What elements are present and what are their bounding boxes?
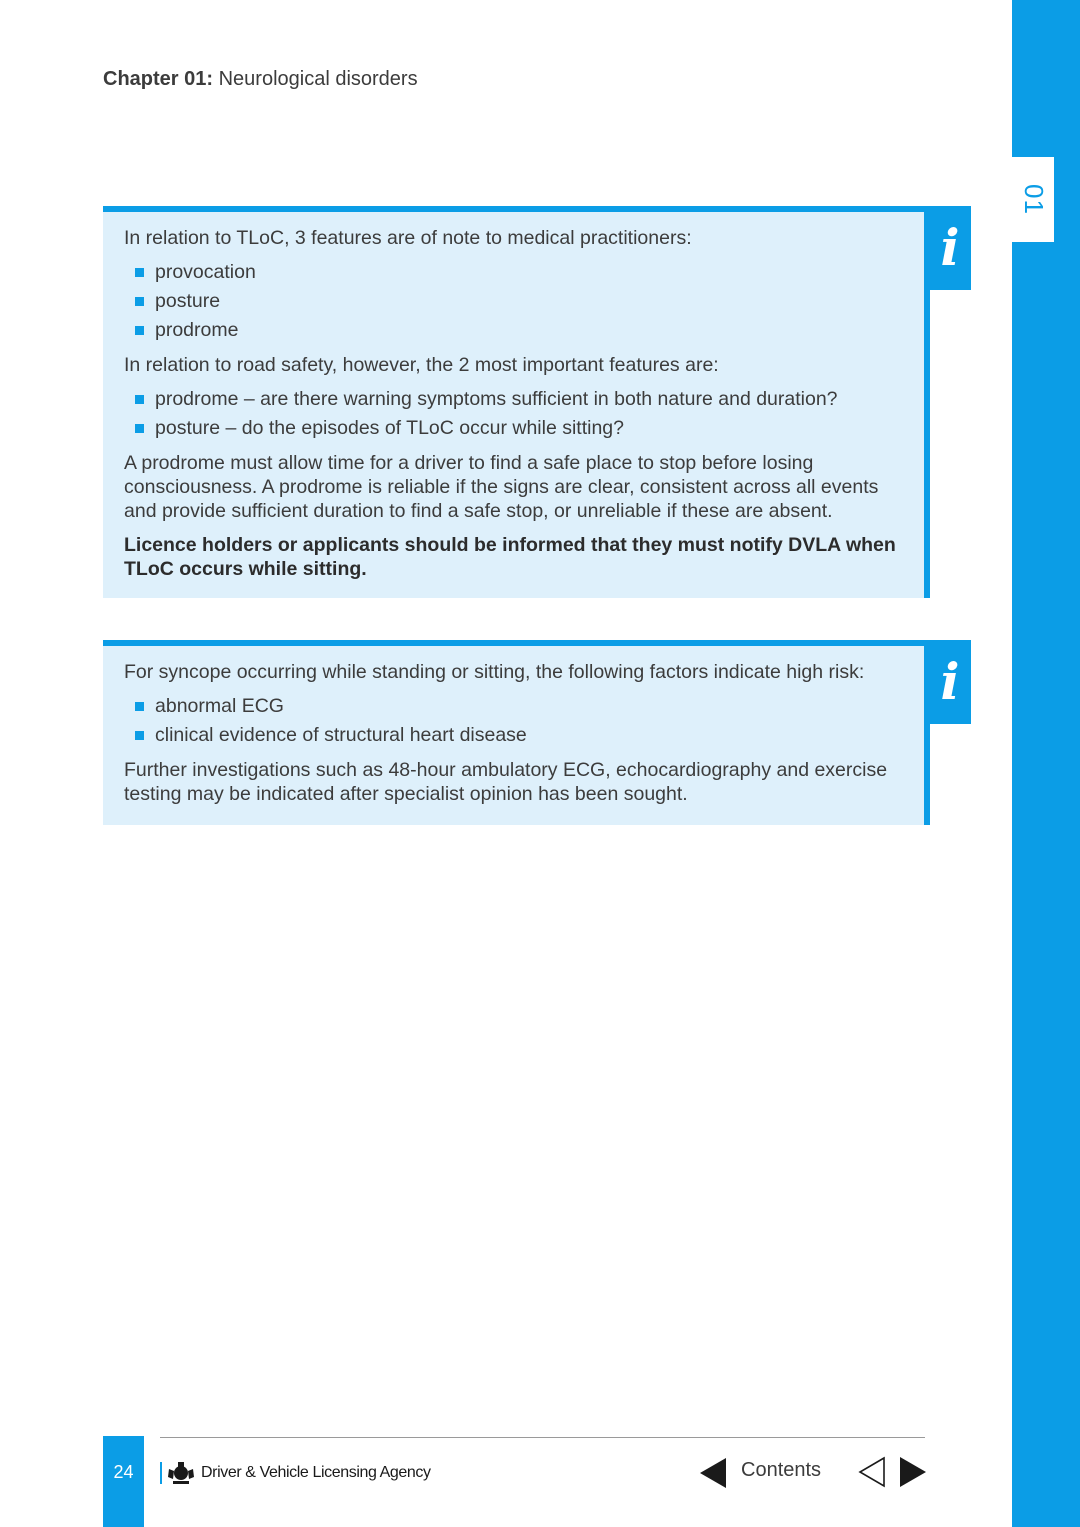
crest-icon [167, 1461, 195, 1485]
contents-link[interactable]: Contents [741, 1459, 822, 1481]
box1-road-safety: In relation to road safety, however, the 2 most important features are: [124, 354, 719, 376]
chapter-title: Neurological disorders [218, 68, 418, 90]
info-icon: i [929, 640, 971, 724]
list-item: abnormal ECG [124, 692, 896, 721]
info-box-tloc [103, 206, 930, 598]
box2-further: Further investigations such as 48-hour ambulatory ECG, echocardiography and exercise testing may be indicated after specialist opinion has been sought. [124, 759, 888, 805]
list-item: posture – do the episodes of TLoC occur while sitting? [124, 414, 896, 443]
box1-road-safety-list [124, 385, 896, 443]
chapter-label: Chapter 01: [103, 68, 214, 90]
page-number: 24 [103, 1436, 144, 1527]
box1-notice: Licence holders or applicants should be informed that they must notify DVLA when TLoC occurs while sitting. [124, 534, 896, 580]
page-header [103, 68, 418, 91]
footer-accent-tick [160, 1462, 162, 1484]
box2-risk-list [124, 692, 896, 750]
back-arrow-icon[interactable] [698, 1457, 728, 1489]
box1-feature-list [124, 258, 896, 345]
list-item: provocation [124, 258, 896, 287]
chapter-tab[interactable] [1012, 157, 1054, 242]
next-page-icon[interactable] [898, 1456, 928, 1488]
list-item: clinical evidence of structural heart disease [124, 721, 896, 750]
list-item: posture [124, 287, 896, 316]
info-box-syncope [103, 640, 930, 825]
box1-prodrome-paragraph: A prodrome must allow time for a driver to find a safe place to stop before losing consciousness. A prodrome is reliable if the signs are clear, consistent across all events and provide sufficient duration to find a safe stop, or unreliable if these are absent. [124, 452, 879, 522]
chapter-tab-number: 01 [1018, 184, 1049, 215]
list-item: prodrome [124, 316, 896, 345]
box1-intro: In relation to TLoC, 3 features are of note to medical practitioners: [124, 227, 692, 249]
previous-page-icon[interactable] [857, 1456, 887, 1488]
box2-intro: For syncope occurring while standing or sitting, the following factors indicate high risk: [124, 661, 865, 683]
footer-divider [160, 1437, 925, 1438]
agency-name: Driver & Vehicle Licensing Agency [201, 1464, 431, 1481]
info-icon: i [929, 206, 971, 290]
list-item: prodrome – are there warning symptoms sufficient in both nature and duration? [124, 385, 896, 414]
